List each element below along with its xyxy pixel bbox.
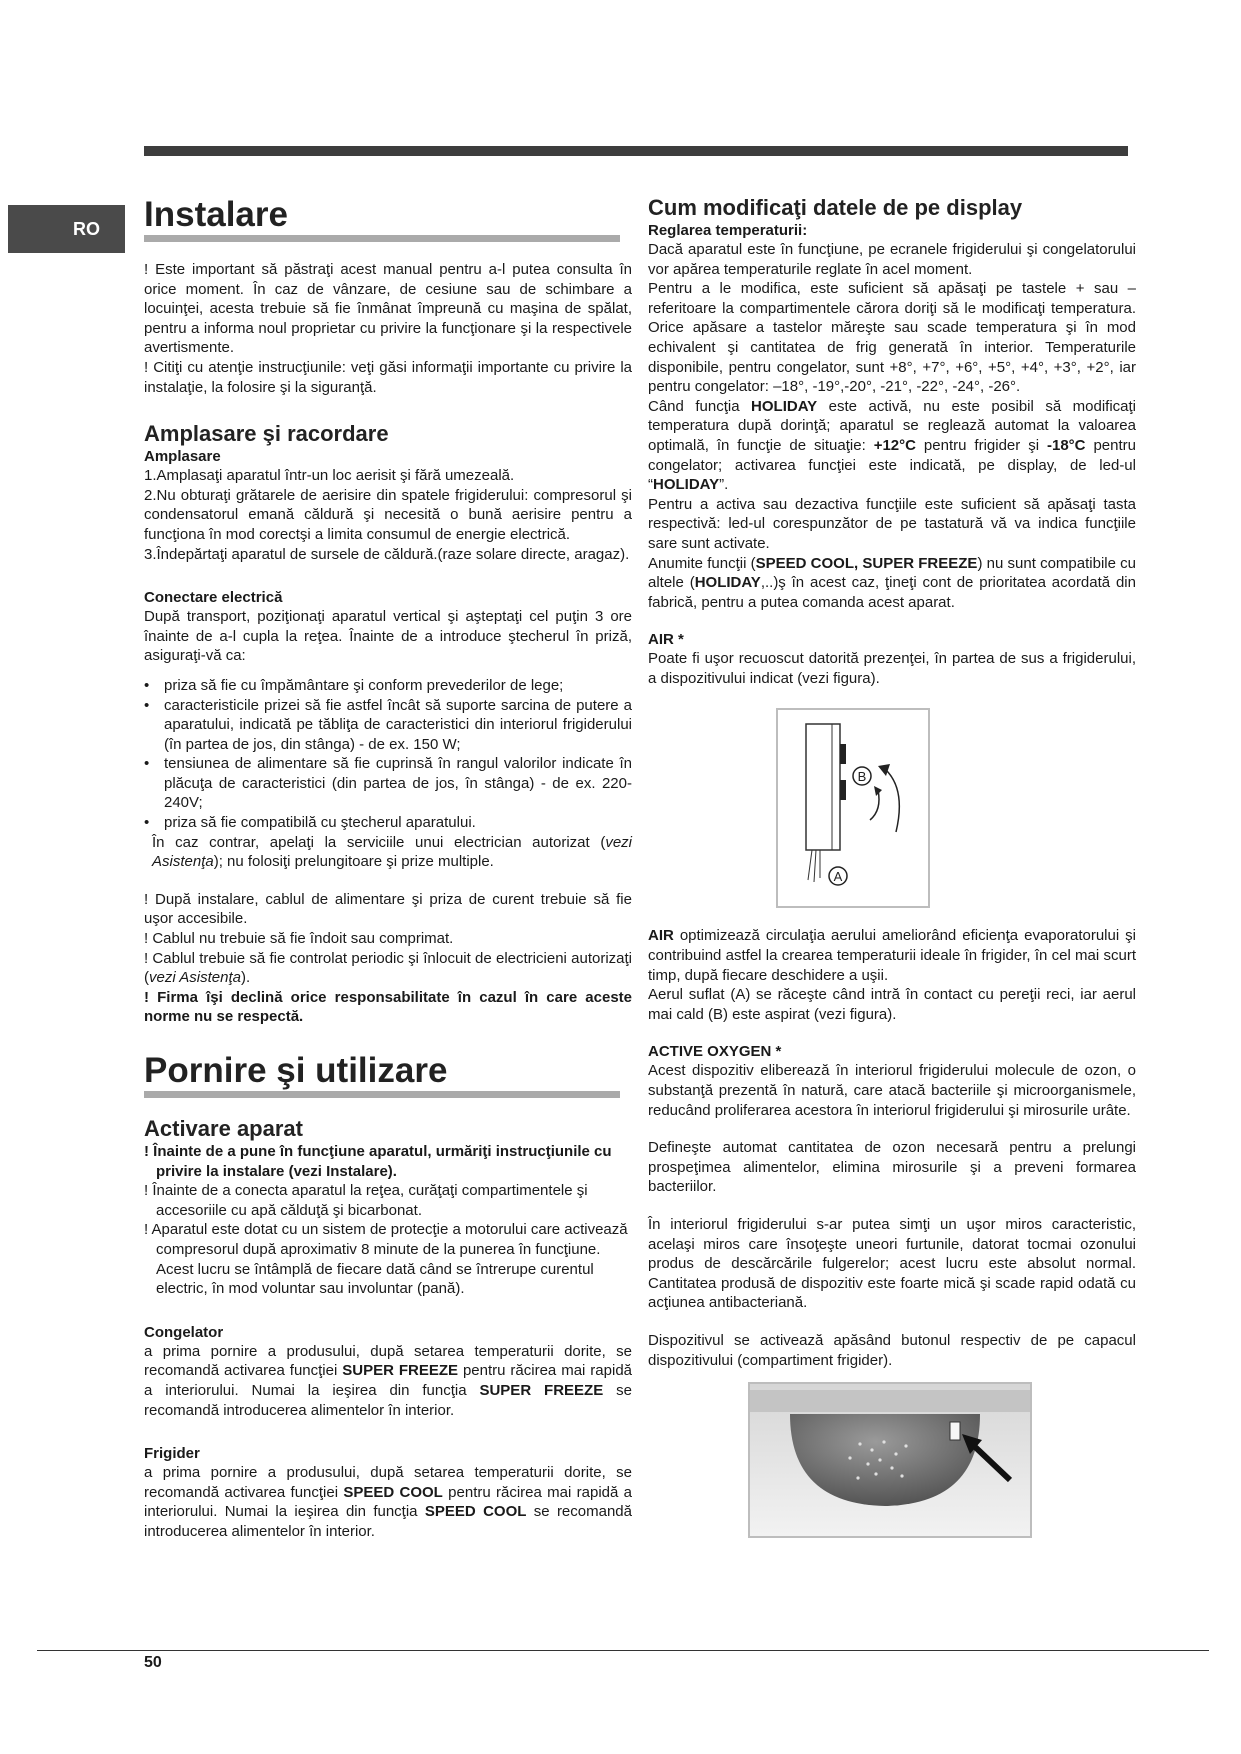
oxygen-paragraph-3: În interiorul frigiderului s-ar putea simţi un uşor miros caracteristic, acelaşi miros care însoţeşte uneori furtunile, datorat tocmai ozonului produs de descărcările fulgerelor; acest lucru este absolut normal. Cantitatea produsă de dispozitiv este foarte mică şi scade rapid odată cu acţiunea antibacteriană.	[648, 1216, 1136, 1312]
amplasare-item-3: 3.Îndepărtaţi aparatul de sursele de căldură.(raze solare directe, aragaz).	[144, 545, 630, 563]
heading-instalare: Instalare	[144, 195, 620, 242]
language-label: RO	[73, 218, 100, 239]
air-device-top	[840, 744, 846, 764]
heading-frigider: Frigider	[144, 1445, 200, 1463]
warning-1: ! După instalare, cablul de alimentare şi priza de curent trebuie să fie uşor accesibile.	[144, 890, 632, 928]
conectare-paragraph: După transport, poziţionaţi aparatul vertical şi aşteptaţi cel puţin 3 ore înainte de a-l cupla la reţea. Înainte de a introduce ştecherul în priză, asiguraţi-vă ca:	[144, 608, 632, 665]
active-oxygen-figure	[748, 1382, 1032, 1538]
air-flow-illustration	[778, 710, 928, 906]
heading-air: AIR *	[648, 631, 684, 649]
holiday-paragraph: Când funcţia HOLIDAY este activă, nu este posibil să modificaţi temperatura după dorinţă; aparatul se reglează automat la valoarea optimală, în funcţie de situaţie: +12°C pentru frigider şi -18°C pentru congelator; activarea funcţiei este indicată, pe display, de led-ul “HOLIDAY”.	[648, 397, 1137, 494]
list-item: • priza să fie compatibilă cu ştecherul aparatului.	[144, 813, 632, 833]
intro-paragraph-1: ! Este important să păstraţi acest manual pentru a-l putea consulta în orice moment. În caz de vânzare, de cesiune sau de schimbare a locuinţei, acesta trebuie să fie înmânat împreună cu maşina de spălat, pentru a informa noul proprietar cu privire la funcţionare şi la respectivele avertismente.	[144, 261, 632, 357]
heading-pornire: Pornire şi utilizare	[144, 1051, 620, 1098]
warning-4: ! Firma îşi declină orice responsabilitate în cazul în care aceste norme nu se respectă.	[144, 988, 632, 1026]
air-paragraph-1: Poate fi uşor recuoscut datorită prezenţei, în partea de sus a frigiderului, a dispozitivului indicat (vezi figura).	[648, 650, 1136, 687]
activare-note-1: ! Înainte de a pune în funcţiune aparatul, urmăriţi instrucţiunile cu privire la instalare (vezi Instalare).	[144, 1143, 612, 1180]
right-column	[648, 195, 1136, 1538]
compat-paragraph: Anumite funcţii (SPEED COOL, SUPER FREEZE) nu sunt compatibile cu altele (HOLIDAY,..)ş în acest caz, ţineţi cont de prioritatea acordată din fabrică, pentru a putea comanda acest aparat.	[648, 554, 1136, 611]
header-rule	[144, 146, 1128, 156]
reglare-paragraph-2: Pentru a le modifica, este suficient să apăsaţi pe tastele + sau – referitoare la compartimentele cărora doriţi să le modificaţi temperatura. Orice apăsare a tastelor măreşte sau scade temperatura şi în mod echivalent şi cantitatea de frig generată în interior. Temperaturile disponibile, pentru congelator, sunt +8°, +7°, +6°, +5°, +4°, +3°, +2°, iar pentru congelator: –18°, -19°,-20°, -21°, -22°, -24°, -26°.	[648, 280, 1136, 396]
heading-congelator: Congelator	[144, 1323, 224, 1341]
oxygen-device-illustration	[750, 1384, 1030, 1536]
activare-note-2: ! Înainte de a conecta aparatul la reţea, curăţaţi compartimentele şi accesoriile cu apă călduţă şi bicarbonat.	[144, 1182, 588, 1219]
heading-amplasare: Amplasare	[144, 448, 221, 466]
congelator-paragraph: a prima pornire a produsului, după setarea temperaturii dorite, se recomandă activarea funcţiei SUPER FREEZE pentru răcirea mai rapidă a interiorului. Numai la ieşirea din funcţia SUPER FREEZE se recomandă introducerea alimentelor în interior.	[144, 1342, 633, 1419]
language-tab	[8, 205, 125, 253]
fridge-wall	[806, 724, 840, 850]
heading-conectare: Conectare electrică	[144, 589, 283, 607]
list-item: • caracteristicile prizei să fie astfel încât să suporte sarcina de putere a aparatului, indicată pe tăbliţa de caracteristici din interiorul frigiderului (în partea de jos, din stânga) - de ex. 150 W;	[144, 696, 632, 755]
heading-amplasare-racordare: Amplasare şi racordare	[144, 421, 389, 447]
label-b: B	[857, 769, 867, 785]
oxygen-paragraph-1: Acest dispozitiv eliberează în interiorul frigiderului molecule de ozon, o substanţă prezentă în natură, care atacă bacteriile şi microorganismele, reducând proliferarea acestora în interiorul frigiderului şi mirosurile urâte.	[648, 1062, 1136, 1119]
conectare-list	[144, 676, 632, 833]
air-paragraph-2: AIR optimizează circulaţia aerului ameliorând eficienţa evaporatorului şi contribuind astfel la crearea temperaturii ideale în frigider, în cel mai scurt timp, după fiecare deschidere a uşii.	[648, 927, 1136, 984]
oxygen-paragraph-2: Defineşte automat cantitatea de ozon necesară pentru a prelungi prospeţimea alimentelor, elimina mirosurile şi a preveni formarea bacteriilor.	[648, 1139, 1136, 1196]
air-device-bottom	[840, 780, 846, 800]
air-device-figure	[776, 708, 930, 908]
warning-2: ! Cablul nu trebuie să fie îndoit sau comprimat.	[144, 930, 454, 948]
list-item: • tensiunea de alimentare să fie cuprinsă în rangul valorilor indicate în plăcuţa de caracteristici (din partea de jos, în stânga) - de ex. 220-240V;	[144, 754, 632, 813]
left-column	[144, 195, 632, 1542]
activate-paragraph: Pentru a activa sau dezactiva funcţiile este suficient să apăsaţi tasta respectivă: led-ul corespunzător de pe tastatură vă va indica funcţiile sare sunt activate.	[648, 495, 1136, 552]
amplasare-item-2: 2.Nu obturaţi grătarele de aerisire din spatele frigiderului: compresorul şi condensatorul emană căldură şi necesită o bună aerisire pentru a funcţiona în mod corectşi a limita consumul de energie electrică.	[144, 486, 632, 543]
activare-note-3: ! Aparatul este dotat cu un sistem de protecţie a motorului care activează compresorul după aproximativ 8 minute de la punerea în funcţiune. Acest lucru se întâmplă de fiecare dată când se întrerupe curentul electric, în mod voluntar sau involuntar (pană).	[144, 1221, 628, 1298]
warning-3: ! Cablul trebuie să fie controlat periodic şi înlocuit de electricieni autorizaţi (vezi Asistenţa).	[144, 949, 632, 987]
heading-activare: Activare aparat	[144, 1116, 303, 1141]
air-paragraph-3: Aerul suflat (A) se răceşte când intră în contact cu pereţii reci, iar aerul mai cald (B) este aspirat (vezi figura).	[648, 986, 1136, 1023]
oxygen-button	[950, 1422, 960, 1440]
heading-modificati: Cum modificaţi datele de pe display	[648, 195, 1023, 220]
contrar-paragraph: În caz contrar, apelaţi la serviciile unui electrician autorizat (vezi Asistenţa); nu folosiţi prelungitoare şi prize multiple.	[152, 833, 632, 871]
oxygen-paragraph-4: Dispozitivul se activează apăsând butonul respectiv de pe capacul dispozitivului (compartiment frigider).	[648, 1331, 1136, 1369]
footer-rule	[37, 1650, 1209, 1651]
intro-paragraph-2: ! Citiţi cu atenţie instrucţiunile: veţi găsi informaţii importante cu privire la instalaţie, la folosire şi la siguranţă.	[144, 358, 632, 396]
label-a: A	[833, 869, 843, 885]
airflow-arrow-a	[870, 790, 879, 820]
reglare-paragraph-1: Dacă aparatul este în funcţiune, pe ecranele frigiderului şi congelatorului vor apărea temperaturile reglate în acel moment.	[648, 241, 1136, 278]
amplasare-item-1: 1.Amplasaţi aparatul într-un loc aerisit şi fără umezeală.	[144, 467, 515, 485]
heading-reglarea: Reglarea temperaturii:	[648, 222, 808, 239]
page-number: 50	[144, 1654, 162, 1671]
airflow-arrow-b	[886, 770, 899, 832]
heading-active-oxygen: ACTIVE OXYGEN *	[648, 1043, 782, 1061]
list-item: • priza să fie cu împământare şi conform prevederilor de lege;	[144, 676, 632, 696]
frigider-paragraph: a prima pornire a produsului, după setarea temperaturii dorite, se recomandă activarea funcţiei SPEED COOL pentru răcirea mai rapidă a interiorului. Numai la ieşirea din funcţia SPEED COOL se recomandă introducerea alimentelor în interior.	[144, 1464, 632, 1540]
